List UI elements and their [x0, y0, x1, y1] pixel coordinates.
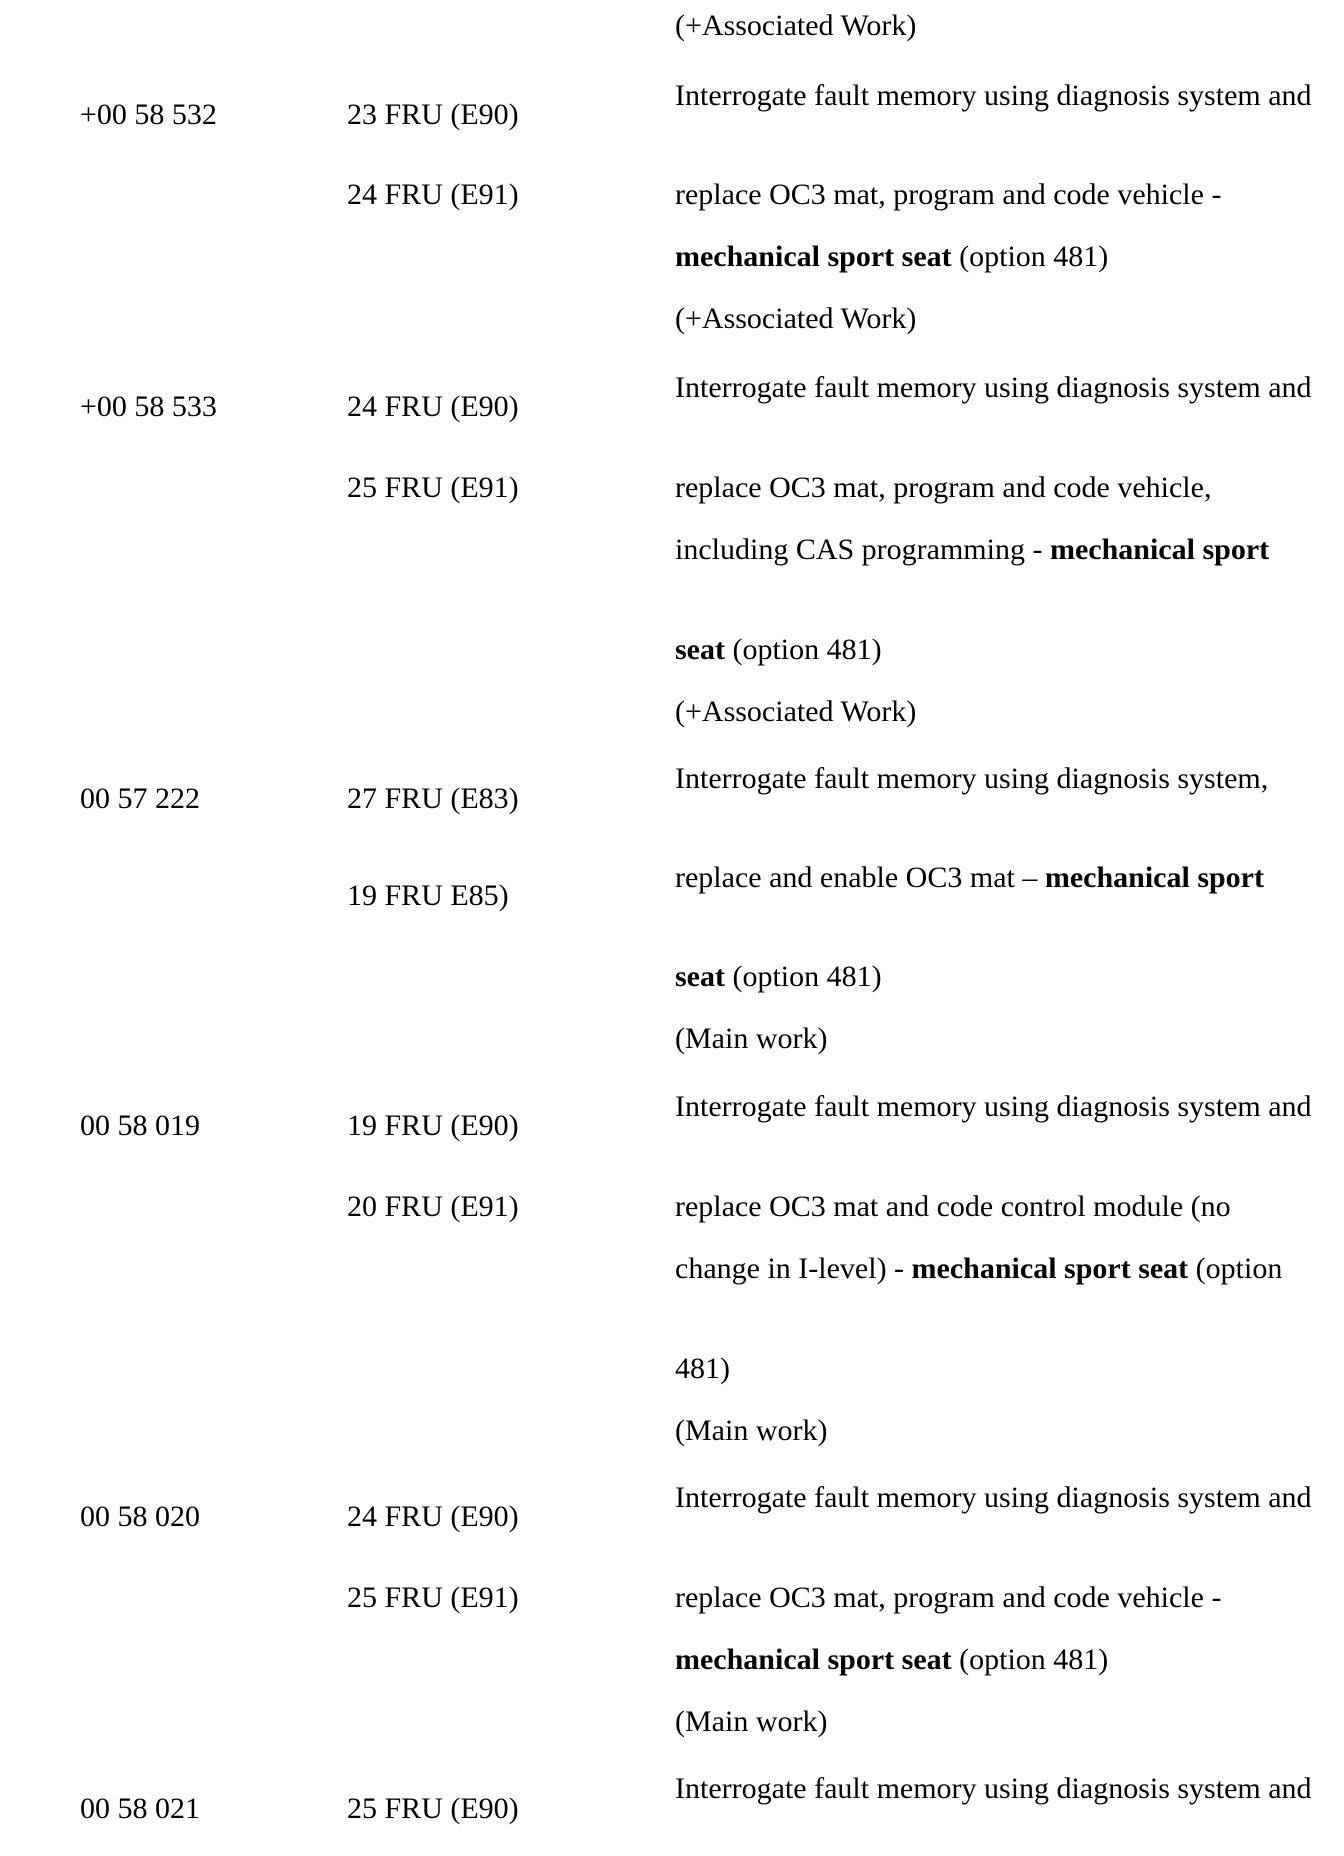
text-run: change in I-level) - [675, 1252, 912, 1285]
description-line [675, 859, 1315, 896]
description-line [675, 238, 1315, 275]
text-run: Interrogate fault memory using diagnosis system, [675, 762, 1269, 795]
description-line [675, 1350, 1315, 1387]
text-run: (+Associated Work) [675, 9, 917, 42]
text-run: including CAS programming - [675, 533, 1050, 566]
fru-value: 24 FRU (E90) [347, 1500, 519, 1533]
fru-value: 24 FRU (E91) [347, 178, 519, 211]
text-run: replace OC3 mat, program and code vehicle - [675, 1581, 1222, 1614]
description-line [675, 693, 1315, 730]
text-run: (+Associated Work) [675, 302, 917, 335]
description-line [675, 1412, 1315, 1449]
text-run: Interrogate fault memory using diagnosis system and [675, 1772, 1312, 1805]
text-run: (option [1188, 1252, 1283, 1285]
fru-value: 25 FRU (E90) [347, 1792, 519, 1825]
description-line [675, 176, 1315, 213]
description-line [675, 1250, 1315, 1287]
text-run: (option 481) [724, 960, 882, 993]
text-run: replace and enable OC3 mat – [675, 861, 1045, 894]
description-line [675, 1020, 1315, 1057]
fru-value: 27 FRU (E83) [347, 782, 519, 815]
bold-text: mechanical sport seat [911, 1252, 1189, 1285]
fru-value: 19 FRU E85) [347, 879, 509, 912]
text-run: Interrogate fault memory using diagnosis system and [675, 371, 1312, 404]
text-run: replace OC3 mat, program and code vehicle, [675, 471, 1212, 504]
text-run: replace OC3 mat and code control module (no [675, 1190, 1231, 1223]
description-line [675, 1641, 1315, 1678]
operation-code: 00 58 019 [80, 1109, 200, 1142]
description-line [675, 1479, 1315, 1516]
text-run: 481) [675, 1352, 730, 1385]
description-line [675, 469, 1315, 506]
operation-code: +00 58 533 [80, 390, 217, 423]
description-line [675, 531, 1315, 568]
text-run: (option 481) [724, 633, 882, 666]
text-run: (+Associated Work) [675, 695, 917, 728]
fru-value: 19 FRU (E90) [347, 1109, 519, 1142]
bold-text: mechanical sport seat [675, 240, 952, 273]
text-run: (option 481) [951, 1643, 1109, 1676]
fru-value: 20 FRU (E91) [347, 1190, 519, 1223]
description-line [675, 7, 1315, 44]
operation-code: 00 57 222 [80, 782, 200, 815]
fru-value: 25 FRU (E91) [347, 471, 519, 504]
fru-value: 25 FRU (E91) [347, 1581, 519, 1614]
fru-value: 23 FRU (E90) [347, 98, 519, 131]
operation-code: 00 58 021 [80, 1792, 200, 1825]
description-line [675, 1579, 1315, 1616]
text-run: Interrogate fault memory using diagnosis system and [675, 1481, 1312, 1514]
text-run: (Main work) [675, 1022, 828, 1055]
text-run: replace OC3 mat, program and code vehicle - [675, 178, 1222, 211]
bold-text: mechanical sport [1044, 861, 1264, 894]
description-line [675, 1770, 1315, 1807]
bold-text: mechanical sport seat [675, 1643, 952, 1676]
description-line [675, 1088, 1315, 1125]
bold-text: mechanical sport [1049, 533, 1270, 566]
description-line [675, 1703, 1315, 1740]
text-run: (Main work) [675, 1414, 828, 1447]
text-run: (Main work) [675, 1705, 828, 1738]
operation-code: +00 58 532 [80, 98, 217, 131]
description-line [675, 631, 1315, 668]
description-line [675, 958, 1315, 995]
description-line [675, 1188, 1315, 1225]
text-run: Interrogate fault memory using diagnosis system and [675, 1090, 1312, 1123]
bold-text: seat [675, 633, 725, 666]
text-run: (option 481) [951, 240, 1109, 273]
text-run: Interrogate fault memory using diagnosis system and [675, 79, 1312, 112]
description-line [675, 369, 1315, 406]
operation-code: 00 58 020 [80, 1500, 200, 1533]
description-line [675, 760, 1315, 797]
description-line [675, 300, 1315, 337]
description-line [675, 77, 1315, 114]
fru-value: 24 FRU (E90) [347, 390, 519, 423]
bold-text: seat [675, 960, 725, 993]
